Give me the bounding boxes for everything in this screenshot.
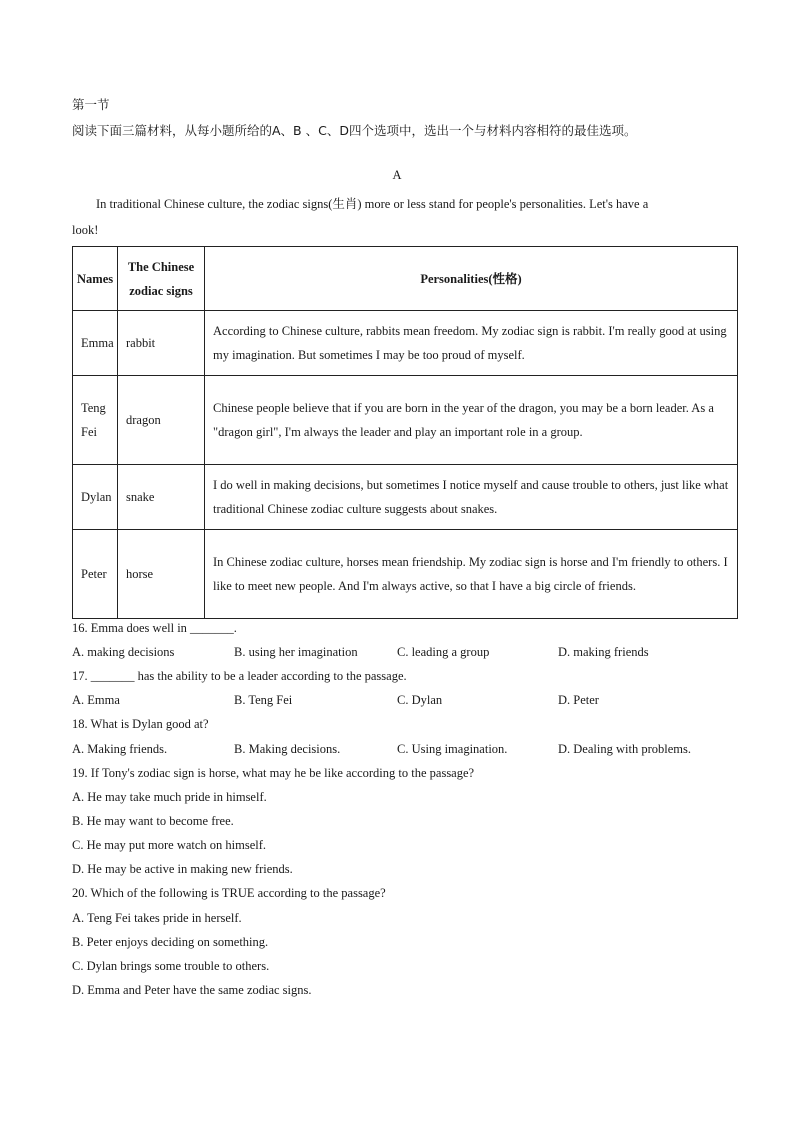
- cell-name: Peter: [73, 530, 118, 619]
- cell-sign: snake: [118, 465, 205, 530]
- table-header-row: [73, 247, 738, 311]
- question-16-options: [72, 643, 738, 661]
- header-sign-line2: zodiac signs: [129, 283, 193, 298]
- cell-sign: dragon: [118, 376, 205, 465]
- option-a: A. He may take much pride in himself.: [72, 790, 267, 804]
- option-b: B. Peter enjoys deciding on something.: [72, 935, 269, 949]
- section-heading: 第一节: [72, 97, 110, 112]
- cell-name: Teng Fei: [73, 376, 118, 465]
- table-row: [73, 465, 738, 530]
- table-row: [73, 376, 738, 465]
- option-a: A. Making friends.: [72, 742, 168, 756]
- question-17-stem: 17. _______ has the ability to be a leader according to the passage.: [72, 669, 407, 683]
- question-19-stem: 19. If Tony's zodiac sign is horse, what may he be like according to the passage?: [72, 766, 475, 780]
- header-personalities: Personalities(性格): [205, 247, 738, 311]
- cell-personality: I do well in making decisions, but sometimes I notice myself and cause trouble to others, just like what traditional Chinese zodiac culture suggests about snakes.: [205, 465, 738, 530]
- cell-personality: In Chinese zodiac culture, horses mean friendship. My zodiac sign is horse and I'm friendly to others. I like to meet new people. And I'm always active, so that I have a big circle of friends.: [205, 530, 738, 619]
- option-d: D. He may be active in making new friends.: [72, 862, 293, 876]
- option-c: C. He may put more watch on himself.: [72, 838, 267, 852]
- option-d: D. Peter: [558, 693, 599, 707]
- option-b: B. Teng Fei: [234, 693, 293, 707]
- cell-name: Dylan: [73, 465, 118, 530]
- table-row: [73, 311, 738, 376]
- header-names: Names: [73, 247, 118, 311]
- cell-personality: Chinese people believe that if you are born in the year of the dragon, you may be a born leader. As a "dragon girl", I'm always the leader and play an important role in a group.: [205, 376, 738, 465]
- question-18-stem: 18. What is Dylan good at?: [72, 717, 209, 731]
- option-a: A. Emma: [72, 693, 120, 707]
- question-18-options: [72, 740, 738, 758]
- passage-label: A: [392, 168, 402, 182]
- option-d: D. making friends: [558, 645, 649, 659]
- option-b: B. He may want to become free.: [72, 814, 234, 828]
- passage-intro-line1: In traditional Chinese culture, the zodiac signs(生肖) more or less stand for people's personalities. Let's have a: [96, 197, 649, 211]
- passage-intro-line2: look!: [72, 223, 99, 237]
- section-instruction: 阅读下面三篇材料，从每小题所给的A、B 、C、D四个选项中，选出一个与材料内容相符的最佳选项。: [72, 123, 637, 138]
- option-a: A. Teng Fei takes pride in herself.: [72, 911, 242, 925]
- zodiac-table: [72, 246, 738, 619]
- question-17-options: [72, 691, 738, 709]
- header-zodiac-signs: [118, 247, 205, 311]
- option-c: C. Dylan brings some trouble to others.: [72, 959, 270, 973]
- cell-name: Emma: [73, 311, 118, 376]
- option-c: C. leading a group: [397, 645, 490, 659]
- option-b: B. Making decisions.: [234, 742, 341, 756]
- option-a: A. making decisions: [72, 645, 175, 659]
- question-16-stem: 16. Emma does well in _______.: [72, 621, 237, 635]
- cell-personality: According to Chinese culture, rabbits mean freedom. My zodiac sign is rabbit. I'm really good at using my imagination. But sometimes I may be too proud of myself.: [205, 311, 738, 376]
- option-c: C. Using imagination.: [397, 742, 508, 756]
- question-20-stem: 20. Which of the following is TRUE according to the passage?: [72, 886, 386, 900]
- header-sign-line1: The Chinese: [127, 259, 195, 274]
- option-d: D. Dealing with problems.: [558, 742, 691, 756]
- option-b: B. using her imagination: [234, 645, 358, 659]
- option-d: D. Emma and Peter have the same zodiac signs.: [72, 983, 312, 997]
- option-c: C. Dylan: [397, 693, 443, 707]
- cell-sign: horse: [118, 530, 205, 619]
- table-row: [73, 530, 738, 619]
- cell-sign: rabbit: [118, 311, 205, 376]
